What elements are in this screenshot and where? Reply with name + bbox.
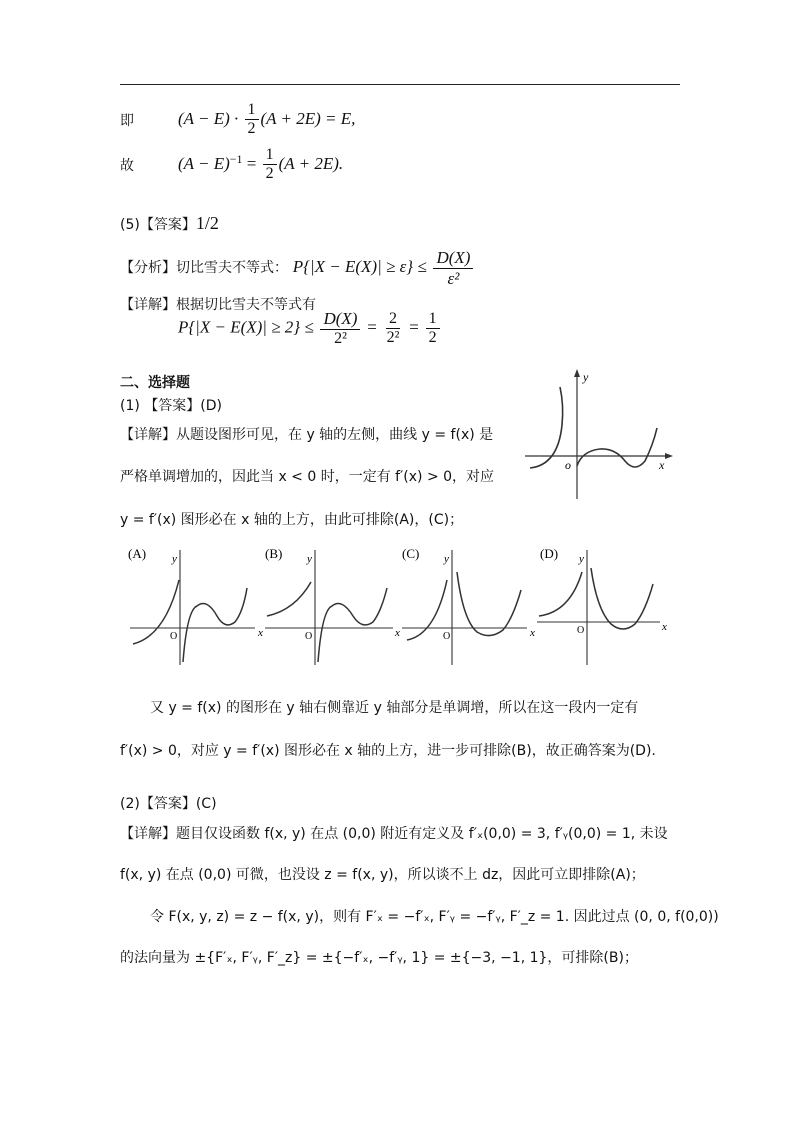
q1-line-4: 又 y = f(x) 的图形在 y 轴右侧靠近 y 轴部分是单调增，所以在这一段内一定有 — [150, 700, 639, 716]
option-b-curve-left — [267, 582, 311, 616]
option-a-label: (A) — [128, 546, 147, 561]
header-rule — [120, 84, 680, 85]
option-a-x-label: x — [258, 627, 263, 639]
detail-f2-num: 2 — [386, 310, 400, 329]
label-ji: 即 — [120, 113, 134, 129]
option-c-y-label: y — [444, 553, 449, 565]
detail-frac-2 — [384, 310, 403, 348]
eq2-mid: = — [242, 153, 261, 173]
eq1-frac-num: 1 — [245, 101, 259, 120]
eq2-left: (A − E) — [178, 153, 230, 173]
p5-answer — [120, 213, 219, 234]
option-d-figure — [537, 546, 667, 665]
analysis-label: 【分析】切比雪夫不等式： — [120, 260, 288, 277]
q2-line-4: 的法向量为 ±{F′ₓ, F′ᵧ, F′_z} = ±{−f′ₓ, −f′ᵧ, 1} = ±{−3, −1, 1}，可排除(B)； — [120, 950, 638, 966]
q2-answer: (2)【答案】(C) — [120, 796, 217, 812]
option-a-figure — [128, 546, 263, 665]
main-curve-right — [577, 428, 657, 467]
detail-f1-num: D(X) — [320, 309, 360, 330]
equation-1 — [178, 101, 355, 139]
analysis-num: D(X) — [433, 248, 473, 269]
q2-line-2: f(x, y) 在点 (0,0) 可微，也没设 z = f(x, y)，所以谈不上 dz，因此可立即排除(A)； — [120, 867, 645, 883]
detail-f3-num: 1 — [426, 310, 440, 329]
q2-line-3: 令 F(x, y, z) = z − f(x, y)，则有 F′ₓ = −f′ₓ, F′ᵧ = −f′ᵧ, F′_z = 1. 因此过点 (0, 0, f(0,0)) — [150, 909, 719, 925]
analysis-den: ε² — [447, 268, 460, 288]
q1-line-2: 严格单调增加的，因此当 x < 0 时，一定有 f′(x) > 0，对应 — [120, 469, 495, 485]
option-d-y-label: y — [579, 553, 584, 565]
option-b-x-label: x — [395, 627, 400, 639]
option-b-label: (B) — [265, 546, 283, 561]
option-a-origin: O — [170, 631, 178, 642]
main-y-arrow — [574, 369, 580, 377]
eq1-fraction — [245, 101, 259, 139]
eq1-left: (A − E) · — [178, 108, 243, 128]
section-title: 二、选择题 — [120, 375, 190, 391]
eq2-right: (A + 2E). — [278, 153, 344, 173]
main-y-label: y — [583, 370, 589, 384]
option-b-origin: O — [305, 631, 313, 642]
main-curve-figure — [520, 365, 680, 505]
equation-2 — [178, 146, 343, 184]
option-b-curve-right — [318, 588, 387, 662]
option-a-curve-right — [183, 588, 247, 662]
p5-analysis — [120, 248, 475, 288]
q2-line-1: 【详解】题目仅设函数 f(x, y) 在点 (0,0) 附近有定义及 f′ₓ(0,0) = 3, f′ᵧ(0,0) = 1, 未设 — [120, 826, 668, 842]
detail-label: 【详解】根据切比雪夫不等式有 — [120, 297, 316, 313]
q1-line-5: f′(x) > 0，对应 y = f′(x) 图形必在 x 轴的上方，进一步可排除(B)，故正确答案为(D). — [120, 743, 656, 759]
detail-f2-den: 2² — [386, 328, 400, 346]
eq2-fraction — [263, 146, 277, 184]
p5-answer-value: 1/2 — [195, 213, 219, 233]
q1-line-3: y = f′(x) 图形必在 x 轴的上方，由此可排除(A)，(C)； — [120, 512, 464, 528]
q1-answer: (1) 【答案】(D) — [120, 398, 222, 414]
p5-detail-formula — [178, 309, 442, 348]
option-d-curve-right — [591, 568, 653, 629]
option-b-y-label: y — [307, 553, 312, 565]
eq1-right: (A + 2E) = E, — [260, 108, 356, 128]
option-c-curve-left — [407, 580, 447, 640]
detail-frac-1 — [320, 309, 360, 348]
main-origin-label: o — [565, 458, 571, 472]
option-d-x-label: x — [662, 621, 667, 633]
main-x-label: x — [659, 458, 665, 472]
option-a-y-label: y — [172, 553, 177, 565]
option-c-figure — [402, 546, 535, 665]
option-b-figure — [265, 546, 400, 665]
option-c-curve-right — [457, 572, 521, 636]
analysis-fraction — [433, 248, 473, 288]
option-c-x-label: x — [530, 627, 535, 639]
eq1-frac-den: 2 — [247, 120, 256, 138]
option-c-origin: O — [443, 631, 451, 642]
p5-answer-label: (5)【答案】 — [120, 217, 196, 233]
option-c-label: (C) — [402, 546, 420, 561]
eq2-exponent: −1 — [229, 151, 243, 166]
detail-f1-den: 2² — [334, 329, 347, 347]
detail-formula: P{|X − E(X)| ≥ 2} ≤ — [178, 317, 314, 337]
detail-eq-2: = — [409, 317, 419, 337]
detail-eq-1: = — [367, 317, 377, 337]
main-x-arrow — [665, 453, 673, 459]
option-figures — [125, 540, 670, 670]
q1-line-1: 【详解】从题设图形可见，在 y 轴的左侧，曲线 y = f(x) 是 — [120, 427, 494, 443]
label-gu: 故 — [120, 158, 134, 174]
detail-frac-3 — [426, 310, 440, 348]
option-d-curve-left — [539, 572, 582, 616]
detail-f3-den: 2 — [428, 328, 437, 346]
eq2-frac-den: 2 — [265, 165, 274, 183]
option-d-origin: O — [577, 625, 585, 636]
eq2-frac-num: 1 — [263, 146, 277, 165]
analysis-formula: P{|X − E(X)| ≥ ε} ≤ — [292, 257, 427, 277]
option-d-label: (D) — [540, 546, 559, 561]
